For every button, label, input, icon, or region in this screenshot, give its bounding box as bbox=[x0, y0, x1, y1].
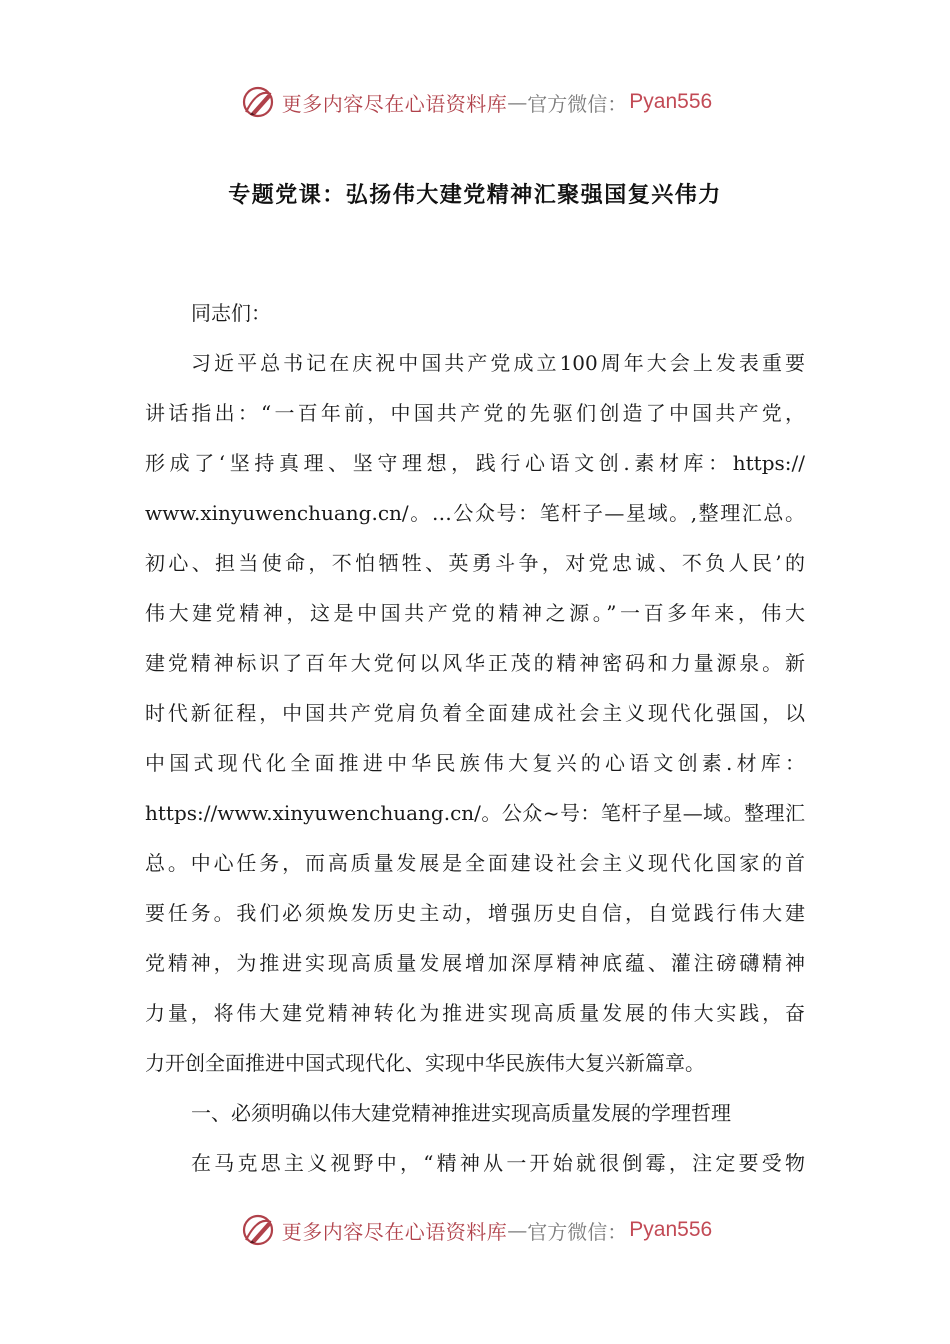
banner-text: 更多内容尽在心语资料库 bbox=[281, 91, 508, 116]
paragraph-line: 力量，将伟大建党精神转化为推进实现高质量发展的伟大实践，奋 bbox=[145, 1001, 805, 1025]
paragraph-line: 同志们： bbox=[191, 301, 271, 325]
banner-wechat-id: Pyan556 bbox=[629, 1218, 713, 1241]
paragraph-line: 初心、担当使命，不怕牺牲、英勇斗争，对党忠诚、不负人民’的 bbox=[145, 551, 805, 575]
pen-logo-icon bbox=[238, 1210, 278, 1250]
banner-text: 更多内容尽在心语资料库 bbox=[281, 1219, 508, 1244]
paragraph-line: 讲话指出：“一百年前，中国共产党的先驱们创造了中国共产党， bbox=[145, 401, 805, 425]
document-body bbox=[145, 288, 805, 1188]
paragraph-line: 力开创全面推进中国式现代化、实现中华民族伟大复兴新篇章。 bbox=[145, 1051, 705, 1075]
banner-wechat-label: 官方微信： bbox=[527, 91, 628, 116]
document-title: 专题党课：弘扬伟大建党精神汇聚强国复兴伟力 bbox=[228, 183, 722, 208]
paragraph-line: 形成了‘坚持真理、坚守理想，践行心语文创.素材库：https:// bbox=[145, 451, 805, 475]
pen-logo-icon bbox=[238, 82, 278, 122]
paragraph-line: 在马克思主义视野中，“精神从一开始就很倒霉，注定要受物 bbox=[191, 1151, 805, 1175]
banner-dash: — bbox=[507, 90, 528, 114]
paragraph-line: https://www.xinyuwenchuang.cn/。公众~号：笔杆子星—域。整理汇 bbox=[145, 801, 805, 825]
footer-banner bbox=[0, 1206, 950, 1254]
paragraph-line: www.xinyuwenchuang.cn/。…公众号：笔杆子—星域。,整理汇总。 bbox=[145, 501, 805, 525]
paragraph-line: 党精神，为推进实现高质量发展增加深厚精神底蕴、灌注磅礴精神 bbox=[145, 951, 805, 975]
section-heading: 一、必须明确以伟大建党精神推进实现高质量发展的学理哲理 bbox=[191, 1101, 731, 1125]
banner-wechat-id: Pyan556 bbox=[629, 90, 713, 113]
banner-dash: — bbox=[507, 1218, 528, 1242]
paragraph-line: 伟大建党精神，这是中国共产党的精神之源。”一百多年来，伟大 bbox=[145, 601, 805, 625]
paragraph-line: 习近平总书记在庆祝中国共产党成立100周年大会上发表重要 bbox=[191, 351, 805, 375]
header-banner bbox=[0, 78, 950, 126]
banner-wechat-label: 官方微信： bbox=[527, 1219, 628, 1244]
paragraph-line: 时代新征程，中国共产党肩负着全面建成社会主义现代化强国，以 bbox=[145, 701, 805, 725]
paragraph-line: 中国式现代化全面推进中华民族伟大复兴的心语文创素.材库： bbox=[145, 751, 805, 775]
paragraph-line: 要任务。我们必须焕发历史主动，增强历史自信，自觉践行伟大建 bbox=[145, 901, 805, 925]
paragraph-line: 建党精神标识了百年大党何以风华正茂的精神密码和力量源泉。新 bbox=[145, 651, 805, 675]
paragraph-line: 总。中心任务，而高质量发展是全面建设社会主义现代化国家的首 bbox=[145, 851, 805, 875]
